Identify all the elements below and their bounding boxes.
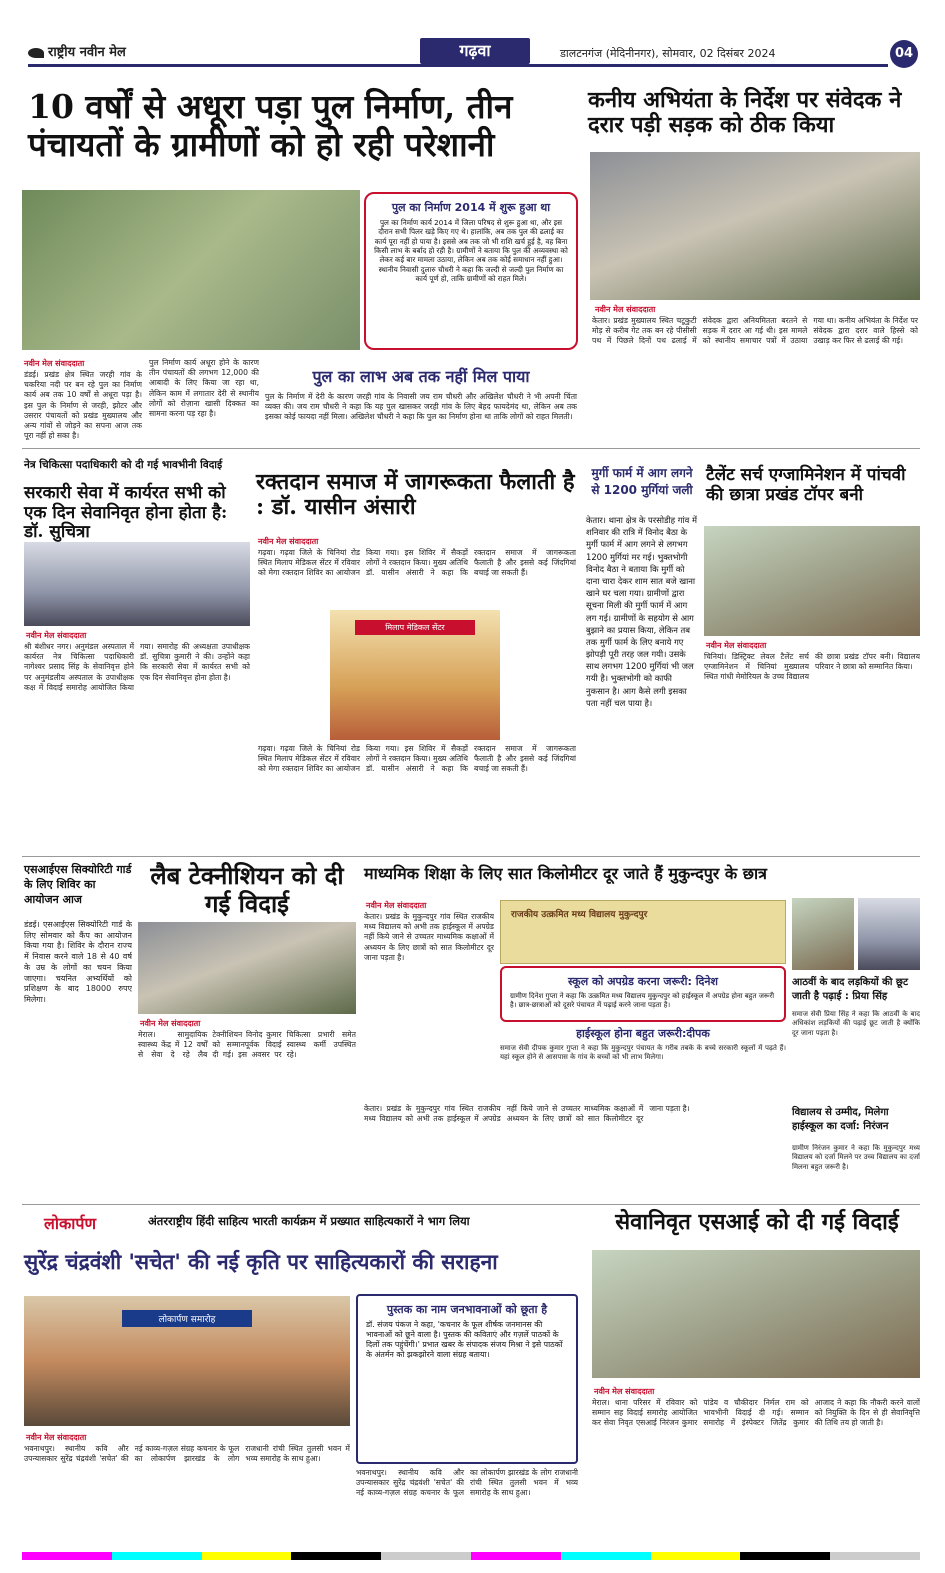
headline-blood: रक्तदान समाज में जागरूकता फैलाती है : डॉ. यासीन अंसारी [256, 469, 575, 521]
masthead [0, 0, 945, 74]
box-dinesh-title: स्कूल को अपग्रेड करना जरूरी: दिनेश [567, 975, 718, 988]
photo-lab [138, 922, 356, 1014]
text-school-2: केतार। प्रखंड के मुकुन्दपुर गांव स्थित राजकीय मध्य विद्यालय को अभी तक हाईस्कूल में अपग्रेड नहीं किये जाने से उच्चतर माध्यमिक कक्षाओं में अध्ययन के लिए छात्रों को सात किलोमीटर दूर जाना पड़ता है। [364, 1104, 690, 1124]
byline-talent: नवीन मेल संवाददाता [706, 641, 767, 650]
text-talent: चिनियां। डिस्ट्रिक्ट लेवल टैलेंट सर्च एग्जामिनेशन में चिनियां मुख्यालय स्थित गांधी मेमोरियल के उच्च विद्यालय की छात्रा प्रखंड टॉपर बनी। विद्यालय परिवार ने छात्रा को सम्मानित किया। [704, 652, 920, 682]
text-launch: भवनाथपुर। स्थानीय कवि और उपन्यासकार सुरेंद्र चंद्रवंशी 'सचेत' की नई काव्य-गज़ल संग्रह कचनार के फूल का लोकार्पण झारखंड के लोग राजधानी रांची स्थित तुलसी भवन में भव्य समारोह के साथ हुआ। [24, 1444, 350, 1464]
byline-school: नवीन मेल संवाददाता [366, 901, 427, 910]
kicker-eye: नेत्र चिकित्सा पदाधिकारी को दी गई भावभीनी विदाई [24, 459, 223, 471]
byline-si: नवीन मेल संवाददाता [594, 1387, 655, 1396]
box-bridge-title: पुल का निर्माण 2014 में शुरू हुआ था [391, 201, 551, 214]
byline-lab: नवीन मेल संवाददाता [140, 1019, 201, 1028]
text-school: केतार। प्रखंड के मुकुन्दपुर गांव स्थित राजकीय मध्य विद्यालय को अभी तक हाईस्कूल में अपग्रेड नहीं किये जाने से उच्चतर माध्यमिक कक्षाओं में अध्ययन के लिए छात्रों को सात किलोमीटर दूर जाना पड़ता है। [364, 912, 494, 962]
divider-2 [22, 856, 920, 857]
text-blood: गढ़वा। गढ़वा जिले के चिनियां रोड स्थित मिलाप मेडिकल सेंटर में रविवार को मेगा रक्तदान शिविर का आयोजन किया गया। इस शिविर में सैकड़ों लोगों ने रक्तदान किया। मुख्य अतिथि डॉ. यासीन अंसारी ने कहा कि रक्तदान समाज में जागरूकता फैलाती है और इससे कई जिंदगियां बचाई जा सकती हैं। [258, 548, 576, 578]
banner-blood: मिलाप मेडिकल सेंटर [355, 620, 475, 635]
photo-niranjan [858, 898, 920, 970]
byline-eye: नवीन मेल संवाददाता [26, 631, 87, 640]
text-launch-2: भवनाथपुर। स्थानीय कवि और उपन्यासकार सुरेंद्र चंद्रवंशी 'सचेत' की नई काव्य-गज़ल संग्रह कचनार के फूल का लोकार्पण झारखंड के लोग राजधानी रांची स्थित तुलसी भवन में भव्य समारोह के साथ हुआ। [356, 1468, 578, 1498]
text-road: केतार। प्रखंड मुख्यालय स्थित चटूकुटी मोड़ से करीब गेट तक बन रहे पीसीसी पथ में पिछले दिनों पथ ढलाई में संवेदक द्वारा अनियमितता बरतने से सड़क में दरार आ गई थी। इस मामले को स्थानीय समाचार पत्रों में उठाया गया था। कनीय अभियंता के निर्देश पर संवेदक द्वारा दरार वाले हिस्से को उखाड़ कर फिर से ढलाई की गई। [592, 316, 918, 346]
box-dinesh [500, 966, 786, 1022]
page-number: 04 [890, 40, 918, 68]
box-launch-title: पुस्तक का नाम जनभावनाओं को छूता है [386, 1303, 548, 1316]
box-dinesh-text: ग्रामीण दिनेश गुप्ता ने कहा कि उत्क्रमित मध्य विद्यालय मुकुन्दपुर को हाईस्कूल में अपग्रेड होना बहुत जरूरी है। छात्र-छात्राओं को दूसरे पंचायत में पढ़ाई करने जाना पड़ता है। [510, 992, 775, 1010]
headline-bridge: 10 वर्षों से अधूरा पड़ा पुल निर्माण, तीन पंचायतों के ग्रामीणों को हो रही परेशानी [28, 87, 513, 164]
box-bridge-text: पुल का निर्माण कार्य 2014 में जिला परिषद से शुरू हुआ था, और इस दौरान सभी पिलर खड़े किए गए थे। हालांकि, अब तक पुल की ढलाई का कार्य पूरा नहीं हो पाया है। इससे अब तक जो भी राशि खर्च हुई है, वह बिना किसी लाभ के बर्बाद हो रही है। ग्रामीणों ने बताया कि पुल की अव्यवस्था को लेकर कई बार मामला उठाया, लेकिन अब तक कोई समाधान नहीं हुआ। स्थानीय निवासी दुलारु चौधरी ने कहा कि जल्दी से जल्दी पुल निर्माण का कार्य पूर्ण हो, ताकि ग्रामीणों को राहत मिले। [374, 218, 568, 284]
school-sign: राजकीय उत्क्रमित मध्य विद्यालय मुकुन्दपुर [511, 910, 648, 920]
byline-road: नवीन मेल संवाददाता [595, 305, 656, 314]
photo-bridge [22, 190, 360, 350]
divider-1 [22, 448, 920, 449]
text-blood-2: गढ़वा। गढ़वा जिले के चिनियां रोड स्थित मिलाप मेडिकल सेंटर में रविवार को मेगा रक्तदान शिविर का आयोजन किया गया। इस शिविर में सैकड़ों लोगों ने रक्तदान किया। मुख्य अतिथि डॉ. यासीन अंसारी ने कहा कि रक्तदान समाज में जागरूकता फैलाती है और इससे कई जिंदगियां बचाई जा सकती हैं। [258, 744, 576, 774]
photo-eye [24, 542, 250, 626]
photo-talent [704, 526, 920, 636]
bird-icon [28, 48, 44, 58]
headline-road: कनीय अभियंता के निर्देश पर संवेदक ने दरार पड़ी सड़क को ठीक किया [588, 87, 902, 139]
header-rule [28, 64, 888, 67]
logo-text: राष्ट्रीय नवीन मेल [48, 45, 126, 60]
headline-si: सेवानिवृत एसआई को दी गई विदाई [615, 1209, 899, 1235]
text-bridge-col1: डंडई। प्रखंड क्षेत्र स्थित जरही गांव के चकरिया नदी पर बन रहे पुल का निर्माण कार्य अब तक 10 वर्षों से अधूरा पड़ा है। इस पुल के निर्माण से जरही, झोटर और उसरार पंचायतों को प्रखंड मुख्यालय और अन्य गांवों से जोड़ने का सपना आज तक पूरा नहीं हो सका है। [24, 370, 142, 441]
dateline: डालटनगंज (मेदिनीनगर), सोमवार, 02 दिसंबर 2024 [560, 47, 776, 60]
divider-3 [22, 1204, 920, 1205]
headline-talent: टैलेंट सर्च एग्जामिनेशन में पांचवी की छात्रा प्रखंड टॉपर बनी [706, 465, 906, 505]
section-tab: गढ़वा [420, 38, 530, 64]
headline-lab: लैब टेक्नीशियन को दी गई विदाई [150, 861, 344, 918]
text-niranjan: ग्रामीण निरंजन कुमार ने कहा कि मुकुन्दपुर मध्य विद्यालय को दर्जा मिलने पर उच्च विद्यालय का दर्जा मिलना बहुत जरूरी है। [792, 1144, 920, 1171]
newspaper-logo [28, 42, 126, 60]
photo-launch [24, 1296, 350, 1426]
box-launch-text: डॉ. संजय पंकज ने कहा, 'कचनार के फूल शीर्षक जनमानस की भावनाओं को छूने वाला है। पुस्तक की कविताएं और गज़लें पाठकों के दिलों तक पहुंचेंगी।' प्रभात खबर के संपादक संजय मिश्रा ने इसे पाठकों के अंतर्मन को झकझोरने वाला संग्रह बताया। [366, 1320, 563, 1360]
byline-launch: नवीन मेल संवाददाता [26, 1433, 87, 1442]
headline-eye: सरकारी सेवा में कार्यरत सभी को एक दिन सेवानिवृत होना होता है: डॉ. सुचित्रा [24, 483, 228, 543]
text-eye: श्री बंशीधर नगर। अनुमंडल अस्पताल में कार्यरत नेत्र चिकित्सा पदाधिकारी नागेश्वर प्रसाद सिंह के सेवानिवृत्त होने पर अनुमंडलीय अस्पताल के उपाधीक्षक कक्ष में विदाई समारोह आयोजित किया गया। समारोह की अध्यक्षता उपाधीक्षक डॉ. सुचित्रा कुमारी ने की। उन्होंने कहा कि सरकारी सेवा में कार्यरत सभी को एक दिन सेवानिवृत्त होना होता है। [24, 642, 250, 692]
photo-blood [330, 610, 500, 740]
box-launch [356, 1294, 578, 1464]
text-deepak: समाज सेवी दीपक कुमार गुप्ता ने कहा कि मुकुन्दपुर पंचायत के गरीब तबके के बच्चे सरकारी स्कूलों में पढ़ते हैं। यहां स्कूल होने से आसपास के गांव के बच्चों को भी लाभ मिलेगा। [500, 1044, 786, 1062]
subhead-deepak: हाईस्कूल होना बहुत जरूरी:दीपक [576, 1027, 710, 1040]
text-bridge-col2: पुल निर्माण कार्य अधूरा होने के कारण तीन पंचायतों की लगभग 12,000 की आबादी के लिए किया जा रहा था, लेकिन काम में लगातार देरी से स्थानीय लोगों को रोज़ाना खासी दिक्कत का सामना करना पड़ रहा है। [149, 358, 259, 418]
banner-launch: लोकार्पण समारोह [122, 1310, 252, 1327]
subhead-bridge: पुल का लाभ अब तक नहीं मिल पाया [312, 367, 530, 386]
photo-school [500, 900, 786, 964]
text-si: मेराल। थाना परिसर में रविवार को सम्मान सह विदाई समारोह आयोजित कर सेवा निवृत एसआई निरंजन कुमार पांडेय व चौकीदार निर्मल राम को भावभीनी विदाई दी गई। सम्मान समारोह में इंस्पेक्टर जितेंद्र कुमार आजाद ने कहा कि नौकरी करने वालों को नियुक्ति के दिन से ही सेवानिवृत्ति की तिथि तय हो जाती है। [592, 1398, 920, 1428]
photo-si [592, 1250, 920, 1378]
photo-priya [792, 898, 854, 970]
tab-lokarpan: लोकार्पण [44, 1214, 97, 1233]
text-bridge-sub: पुल के निर्माण में देरी के कारण जरही गांव के निवासी जय राम चौधरी और अखिलेश चौधरी ने भी अपनी चिंता व्यक्त की। जय राम चौधरी ने कहा कि यह पुल खासकर जरही गांव के लिए बेहद फायदेमंद था, लेकिन अब तक इसका कोई फायदा नहीं मिला। अखिलेश चौधरी ने कहा कि पुल का निर्माण होना था ताकि लोगों को राहत मिलती। [265, 392, 577, 422]
box-bridge [364, 192, 578, 350]
color-strip [22, 1552, 920, 1560]
text-security: डंडई। एसआईएस सिक्योरिटी गार्ड के लिए सोमवार को कैंप का आयोजन किया गया है। शिविर के दौरान राज्य में निवास करने वाले 18 से 40 वर्ष के उम्र के लोगों का चयन किया जाएगा। चयनित अभ्यर्थियों को प्रशिक्षण के बाद 18000 रुपए मिलेगा। [24, 920, 132, 1005]
headline-school: माध्यमिक शिक्षा के लिए सात किलोमीटर दूर जाते हैं मुकुन्दपुर के छात्र [364, 864, 767, 883]
text-lab: मेराल। सामुदायिक स्वास्थ्य केंद्र में 12 वर्षों से सेवा दे रहे लैब टेक्नीशियन विनोद कुमार को सम्मानपूर्वक विदाई दी गई। इस अवसर पर चिकित्सा प्रभारी समेत स्वास्थ्य कर्मी उपस्थित रहे। [138, 1030, 356, 1060]
headline-security: एसआईएस सिक्योरिटी गार्ड के लिए शिविर का आयोजन आज [24, 863, 132, 906]
byline-bridge: नवीन मेल संवाददाता [24, 359, 85, 368]
byline-blood: नवीन मेल संवाददाता [258, 537, 319, 546]
photo-road [590, 152, 920, 300]
headline-poultry: मुर्गी फार्म में आग लगने से 1200 मुर्गियां जली [591, 466, 693, 497]
headline-niranjan: विद्यालय से उम्मीद, मिलेगा हाईस्कूल का दर्जा: निरंजन [792, 1107, 889, 1132]
headline-launch: सुरेंद्र चंद्रवंशी 'सचेत' की नई कृति पर साहित्यकारों की सराहना [24, 1249, 498, 1274]
headline-girls: आठवीं के बाद लड़कियों की छूट जाती है पढ़ाई : प्रिया सिंह [792, 977, 908, 1002]
kicker-launch: अंतरराष्ट्रीय हिंदी साहित्य भारती कार्यक्रम में प्रख्यात साहित्यकारों ने भाग लिया [148, 1214, 470, 1228]
text-girls: समाज सेवी प्रिया सिंह ने कहा कि आठवीं के बाद अधिकांश लड़कियों की पढ़ाई छूट जाती है क्योंकि दूर जाना पड़ता है। [792, 1010, 920, 1037]
text-poultry: केतार। थाना क्षेत्र के परसोडीह गांव में शनिवार की रात्रि में विनोद बैठा के मुर्गी फार्म में आग लगने से लगभग 1200 मुर्गियां मर गई। भुक्तभोगी विनोद बैठा ने बताया कि मुर्गी को दाना चारा देकर शाम सात बजे खाना खाने घर चला गया। ग्रामीणों द्वारा सूचना मिली की मुर्गी फार्म में आग लग गई। ग्रामीणों के सहयोग से आग बुझाने का प्रयास किया, लेकिन तब तक मुर्गी फार्म के लिए बनाये गए झोपड़ी पूरी तरह जल गयी। उसके साथ लगभग 1200 मुर्गियां भी जल गयी है। भुक्तभोगी को काफी नुकसान है। आग कैसे लगी इसका पता नहीं चल पाया है। [586, 515, 698, 708]
